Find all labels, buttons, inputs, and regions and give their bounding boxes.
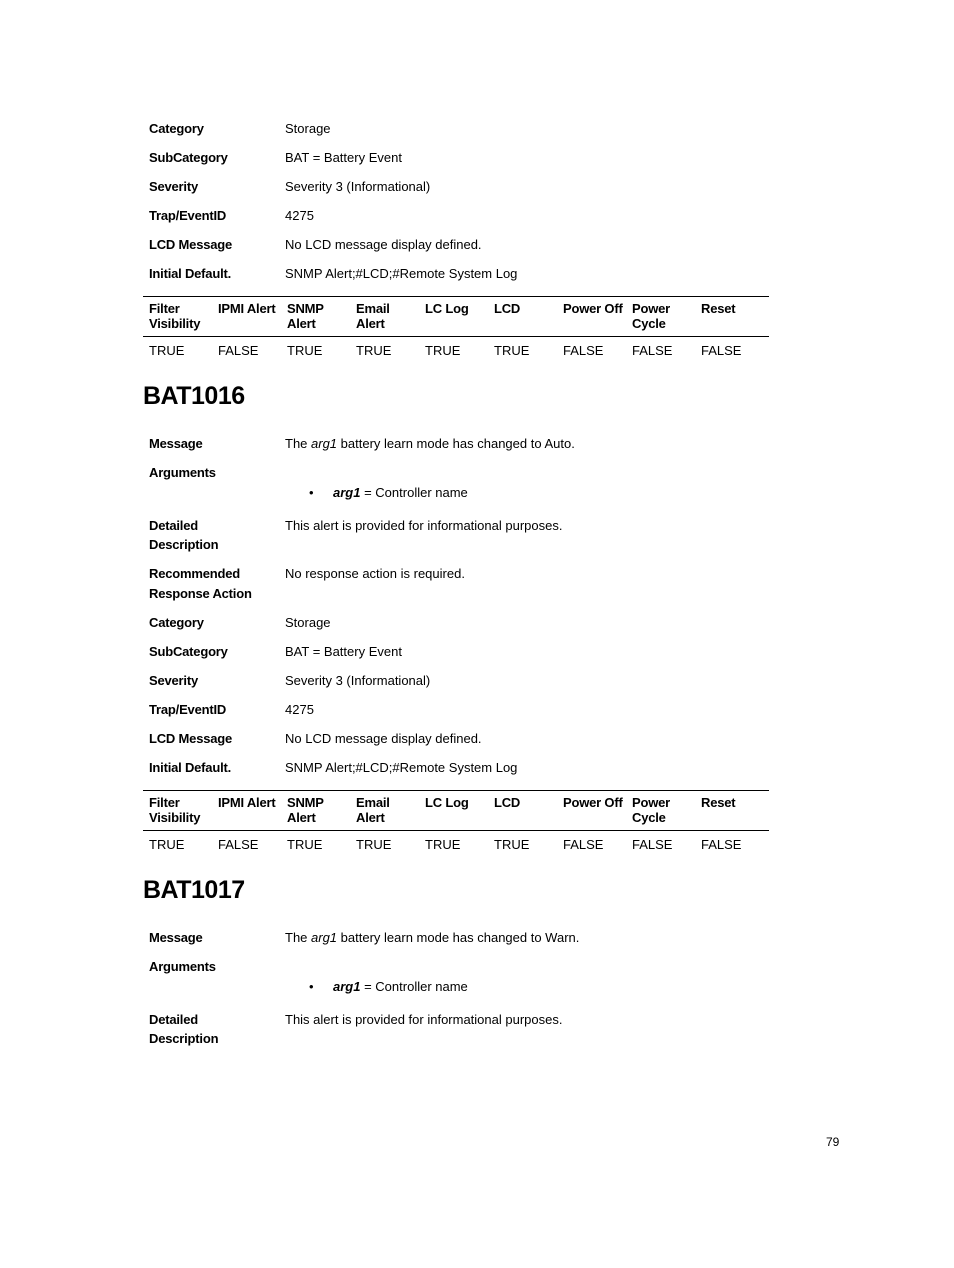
lcd-message-value: No LCD message display defined.	[285, 730, 482, 746]
flag-ipmi-alert: FALSE	[218, 837, 259, 852]
detailed-row	[149, 1010, 789, 1049]
header-power-off: Power Off	[563, 301, 623, 316]
header-power-off: Power Off	[563, 795, 623, 810]
subcategory-value: BAT = Battery Event	[285, 150, 402, 165]
detailed-label: Detailed Description	[149, 1011, 219, 1046]
trap-label: Trap/EventID	[149, 208, 227, 223]
severity-row	[149, 671, 789, 691]
bat1017-details	[149, 928, 789, 1058]
category-label: Category	[149, 121, 204, 136]
severity-value: Severity 3 (Informational)	[285, 672, 431, 688]
subcategory-label: SubCategory	[149, 643, 228, 659]
detailed-label: Detailed Description	[149, 517, 219, 552]
category-value: Storage	[285, 121, 331, 136]
top-flags-table	[143, 296, 769, 359]
bat1016-flags-table	[143, 790, 769, 853]
header-lc-log: LC Log	[425, 301, 469, 316]
top-event-details	[149, 119, 789, 293]
flag-ipmi-alert: FALSE	[218, 343, 259, 358]
message-label: Message	[149, 436, 203, 451]
flag-lcd: TRUE	[494, 343, 530, 358]
subcategory-value: BAT = Battery Event	[285, 643, 402, 659]
flag-power-off: FALSE	[563, 343, 604, 358]
message-label: Message	[149, 930, 203, 945]
header-filter-visibility: Filter Visibility	[149, 795, 201, 825]
message-row	[149, 434, 789, 454]
section-title-bat1016: BAT1016	[143, 382, 245, 410]
header-power-cycle: Power Cycle	[632, 795, 671, 825]
flag-email-alert: TRUE	[356, 837, 392, 852]
header-email-alert: Email Alert	[356, 795, 390, 825]
category-row	[149, 613, 789, 633]
flag-reset: FALSE	[701, 837, 742, 852]
subcategory-label: SubCategory	[149, 150, 228, 165]
header-filter-visibility: Filter Visibility	[149, 301, 201, 331]
flag-lc-log: TRUE	[425, 343, 461, 358]
header-ipmi-alert: IPMI Alert	[218, 301, 276, 316]
flag-power-cycle: FALSE	[632, 837, 673, 852]
message-row	[149, 928, 789, 948]
flags-header-row	[143, 791, 769, 831]
initial-default-value: SNMP Alert;#LCD;#Remote System Log	[285, 266, 518, 281]
trap-value: 4275	[285, 701, 314, 717]
flags-value-row	[143, 831, 769, 854]
recommended-row	[149, 564, 789, 603]
flags-header-row	[143, 297, 769, 337]
lcd-message-row	[149, 729, 789, 749]
flag-lcd: TRUE	[494, 837, 530, 852]
severity-label: Severity	[149, 672, 198, 688]
header-lcd: LCD	[494, 795, 521, 810]
flag-power-off: FALSE	[563, 837, 604, 852]
category-value: Storage	[285, 614, 331, 630]
severity-row	[149, 177, 789, 197]
detailed-row	[149, 516, 789, 555]
header-email-alert: Email Alert	[356, 301, 390, 331]
argument-name: arg1	[333, 979, 361, 994]
flag-filter-visibility: TRUE	[149, 837, 185, 852]
argument-description: Controller name	[375, 485, 468, 500]
arguments-value	[285, 463, 789, 503]
subcategory-row	[149, 642, 789, 662]
flag-reset: FALSE	[701, 343, 742, 358]
severity-value: Severity 3 (Informational)	[285, 179, 431, 194]
argument-name: arg1	[333, 485, 361, 500]
header-lcd: LCD	[494, 301, 521, 316]
message-value: The arg1 battery learn mode has changed to Auto.	[285, 436, 575, 451]
header-power-cycle: Power Cycle	[632, 301, 671, 331]
message-value: The arg1 battery learn mode has changed to Warn.	[285, 930, 580, 945]
initial-default-row	[149, 264, 789, 284]
lcd-message-row	[149, 235, 789, 255]
argument-list-item: • arg1 = Controller name	[285, 463, 789, 503]
recommended-label: Recommended Response Action	[149, 566, 252, 601]
flag-lc-log: TRUE	[425, 837, 461, 852]
category-row	[149, 119, 789, 139]
header-lc-log: LC Log	[425, 795, 469, 810]
arguments-row	[149, 463, 789, 503]
arguments-row	[149, 957, 789, 997]
detailed-value: This alert is provided for informational purposes.	[285, 1011, 563, 1027]
lcd-message-label: LCD Message	[149, 730, 233, 746]
flags-value-row	[143, 337, 769, 360]
bullet-icon: •	[309, 979, 314, 994]
arguments-value	[285, 957, 789, 997]
flag-email-alert: TRUE	[356, 343, 392, 358]
trap-row	[149, 700, 789, 720]
argument-description: Controller name	[375, 979, 468, 994]
page-number: 79	[826, 1135, 840, 1149]
arguments-label: Arguments	[149, 959, 216, 974]
header-snmp-alert: SNMP Alert	[287, 301, 324, 331]
flag-snmp-alert: TRUE	[287, 343, 323, 358]
initial-default-label: Initial Default.	[149, 759, 232, 775]
flag-power-cycle: FALSE	[632, 343, 673, 358]
category-label: Category	[149, 614, 204, 630]
initial-default-row	[149, 758, 789, 778]
initial-default-value: SNMP Alert;#LCD;#Remote System Log	[285, 759, 518, 775]
initial-default-label: Initial Default.	[149, 266, 232, 281]
severity-label: Severity	[149, 179, 198, 194]
trap-row	[149, 206, 789, 226]
arguments-label: Arguments	[149, 465, 216, 480]
flag-snmp-alert: TRUE	[287, 837, 323, 852]
trap-value: 4275	[285, 208, 314, 223]
argument-list-item: • arg1 = Controller name	[285, 957, 789, 997]
recommended-value: No response action is required.	[285, 566, 465, 581]
lcd-message-label: LCD Message	[149, 237, 233, 252]
bullet-icon: •	[309, 485, 314, 500]
detailed-value: This alert is provided for informational purposes.	[285, 517, 563, 533]
header-reset: Reset	[701, 301, 736, 316]
header-ipmi-alert: IPMI Alert	[218, 795, 276, 810]
flag-filter-visibility: TRUE	[149, 343, 185, 358]
bat1016-details	[149, 434, 789, 787]
section-title-bat1017: BAT1017	[143, 876, 245, 904]
lcd-message-value: No LCD message display defined.	[285, 237, 482, 252]
trap-label: Trap/EventID	[149, 701, 227, 717]
header-snmp-alert: SNMP Alert	[287, 795, 324, 825]
header-reset: Reset	[701, 795, 736, 810]
subcategory-row	[149, 148, 789, 168]
